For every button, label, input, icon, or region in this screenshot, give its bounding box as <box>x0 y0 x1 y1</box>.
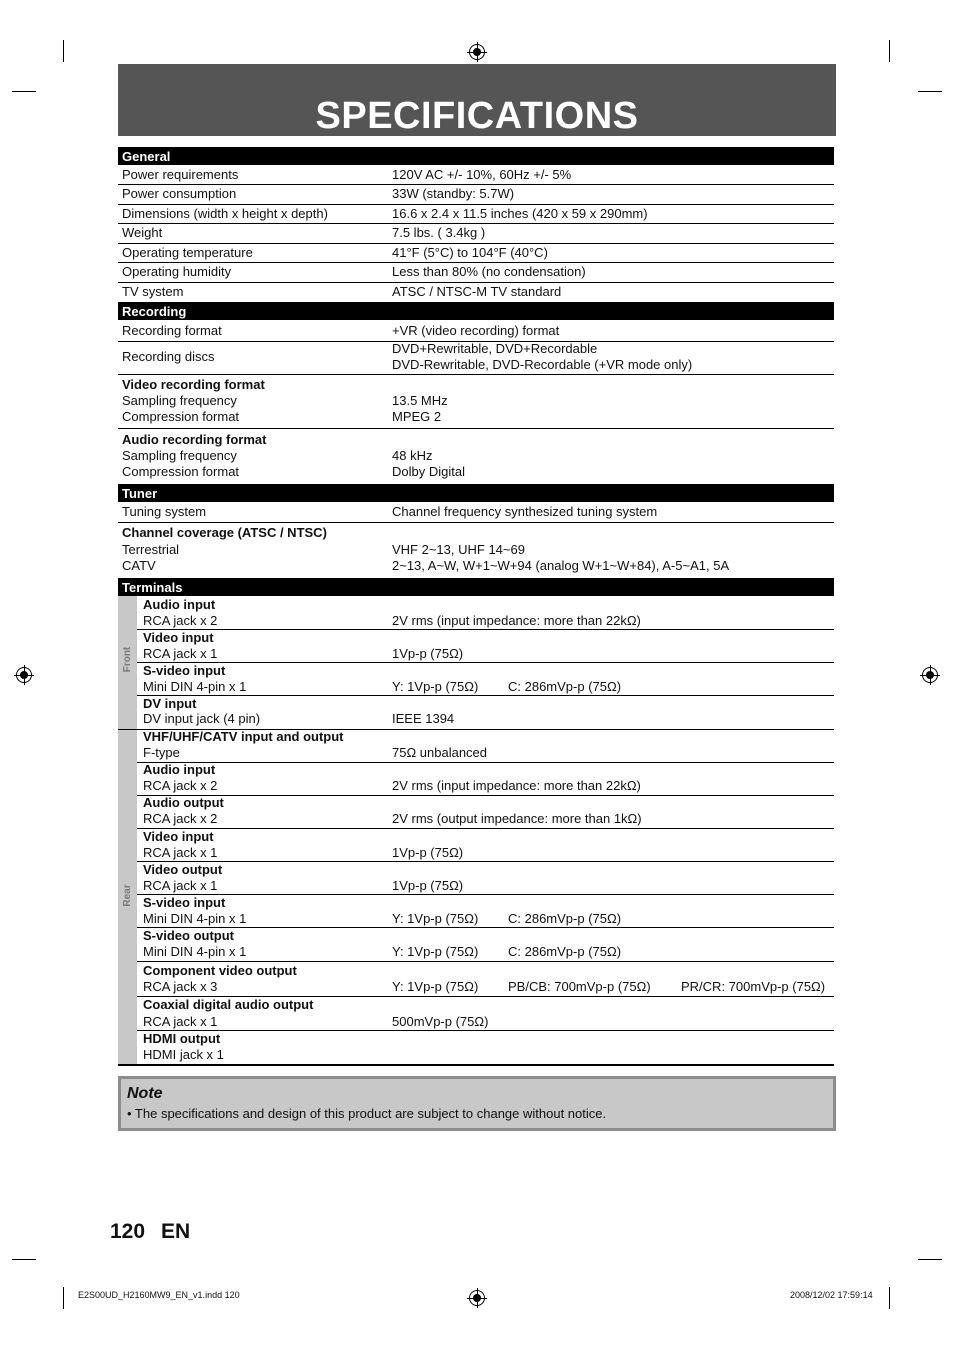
registration-mark-icon <box>469 1290 485 1306</box>
terminal-value: PB/CB: 700mVp-p (75Ω) <box>508 979 651 994</box>
row-divider <box>137 894 834 895</box>
terminal-name: S-video output <box>143 928 234 943</box>
spec-value: +VR (video recording) format <box>392 323 560 338</box>
spec-label: Power requirements <box>122 167 239 182</box>
spec-subheading: Channel coverage (ATSC / NTSC) <box>122 525 327 540</box>
crop-mark <box>63 40 64 62</box>
terminal-value: C: 286mVp-p (75Ω) <box>508 679 622 694</box>
spec-value: VHF 2~13, UHF 14~69 <box>392 542 525 557</box>
terminal-name: Audio input <box>143 762 216 777</box>
terminal-value: Y: 1Vp-p (75Ω) <box>392 944 479 959</box>
language-code: EN <box>161 1220 191 1243</box>
spec-value: 41°F (5°C) to 104°F (40°C) <box>392 245 548 260</box>
note-heading: Note <box>127 1085 163 1102</box>
row-divider <box>118 223 834 224</box>
rear-label: Rear <box>122 884 133 907</box>
spec-subheading: Video recording format <box>122 377 265 392</box>
spec-label: Sampling frequency <box>122 393 237 408</box>
terminal-jack: RCA jack x 1 <box>143 1014 218 1029</box>
terminal-jack: RCA jack x 2 <box>143 778 218 793</box>
terminal-name: HDMI output <box>143 1031 221 1046</box>
terminal-name: Audio input <box>143 597 216 612</box>
note-box <box>118 1076 836 1131</box>
row-divider <box>137 795 834 796</box>
terminal-jack: F-type <box>143 745 180 760</box>
terminal-jack: RCA jack x 2 <box>143 613 218 628</box>
registration-mark-icon <box>922 667 938 683</box>
row-divider <box>118 374 834 375</box>
row-divider <box>118 428 834 429</box>
rear-sidebar <box>118 730 137 1064</box>
spec-label: Dimensions (width x height x depth) <box>122 206 328 221</box>
terminal-value: Y: 1Vp-p (75Ω) <box>392 679 479 694</box>
terminal-value: 500mVp-p (75Ω) <box>392 1014 489 1029</box>
spec-label: Operating humidity <box>122 264 232 279</box>
row-divider <box>137 629 834 630</box>
crop-mark <box>889 40 890 62</box>
spec-value: DVD+Rewritable, DVD+Recordable <box>392 341 598 356</box>
spec-value: Less than 80% (no condensation) <box>392 264 586 279</box>
terminal-name: DV input <box>143 696 197 711</box>
crop-mark <box>63 1287 64 1309</box>
terminal-jack: RCA jack x 1 <box>143 845 218 860</box>
row-divider <box>118 243 834 244</box>
row-divider <box>137 961 834 962</box>
terminal-value: IEEE 1394 <box>392 711 455 726</box>
spec-label: Tuning system <box>122 504 207 519</box>
row-divider <box>118 262 834 263</box>
row-divider <box>118 184 834 185</box>
terminal-name: Audio output <box>143 795 224 810</box>
table-bottom-border <box>118 1064 834 1066</box>
row-divider <box>118 204 834 205</box>
terminal-value: 2V rms (output impedance: more than 1kΩ) <box>392 811 642 826</box>
front-label: Front <box>122 646 133 673</box>
terminal-jack: RCA jack x 2 <box>143 811 218 826</box>
spec-label: Recording discs <box>122 349 215 364</box>
spec-value: 33W (standby: 5.7W) <box>392 186 515 201</box>
row-divider <box>118 282 834 283</box>
terminal-value: Y: 1Vp-p (75Ω) <box>392 979 479 994</box>
terminal-jack: RCA jack x 1 <box>143 878 218 893</box>
section-header-general: General <box>118 147 834 165</box>
note-text: • The specifications and design of this product are subject to change without notice. <box>127 1106 607 1121</box>
spec-label: CATV <box>122 558 156 573</box>
spec-value: MPEG 2 <box>392 409 442 424</box>
section-header-recording: Recording <box>118 302 834 320</box>
spec-subheading: Audio recording format <box>122 432 267 447</box>
terminal-jack: RCA jack x 3 <box>143 979 218 994</box>
registration-mark-icon <box>16 667 32 683</box>
terminal-value: C: 286mVp-p (75Ω) <box>508 944 622 959</box>
footer-timestamp: 2008/12/02 17:59:14 <box>790 1290 873 1300</box>
terminal-jack: DV input jack (4 pin) <box>143 711 261 726</box>
spec-label: TV system <box>122 284 184 299</box>
title-banner <box>118 64 836 136</box>
front-sidebar <box>118 596 137 729</box>
terminal-name: Video input <box>143 630 214 645</box>
terminal-name: VHF/UHF/CATV input and output <box>143 729 344 744</box>
crop-mark <box>12 91 36 92</box>
section-header-terminals: Terminals <box>118 578 834 596</box>
page-number: 120 EN <box>110 1220 191 1243</box>
row-divider <box>137 1030 834 1031</box>
terminal-name: S-video input <box>143 663 226 678</box>
terminal-value: C: 286mVp-p (75Ω) <box>508 911 622 926</box>
row-divider <box>137 828 834 829</box>
terminal-jack: Mini DIN 4-pin x 1 <box>143 944 247 959</box>
crop-mark <box>918 91 942 92</box>
terminal-value: 1Vp-p (75Ω) <box>392 845 464 860</box>
terminal-value: 75Ω unbalanced <box>392 745 488 760</box>
terminal-value: 2V rms (input impedance: more than 22kΩ) <box>392 613 641 628</box>
row-divider <box>137 662 834 663</box>
spec-label: Terrestrial <box>122 542 180 557</box>
spec-value: 2~13, A~W, W+1~W+94 (analog W+1~W+84), A-5~A1, 5A <box>392 558 730 573</box>
page-title: SPECIFICATIONS <box>315 95 639 137</box>
terminal-name: S-video input <box>143 895 226 910</box>
spec-value: ATSC / NTSC-M TV standard <box>392 284 562 299</box>
spec-label: Sampling frequency <box>122 448 237 463</box>
terminal-value: 2V rms (input impedance: more than 22kΩ) <box>392 778 641 793</box>
terminal-value: Y: 1Vp-p (75Ω) <box>392 911 479 926</box>
spec-value: Channel frequency synthesized tuning system <box>392 504 658 519</box>
crop-mark <box>918 1259 942 1260</box>
spec-label: Compression format <box>122 409 240 424</box>
spec-label: Weight <box>122 225 163 240</box>
row-divider <box>137 927 834 928</box>
spec-value: 48 kHz <box>392 448 433 463</box>
section-header-tuner: Tuner <box>118 484 834 502</box>
spec-value: 16.6 x 2.4 x 11.5 inches (420 x 59 x 290mm) <box>392 206 648 221</box>
terminal-jack: Mini DIN 4-pin x 1 <box>143 911 247 926</box>
terminal-name: Coaxial digital audio output <box>143 997 314 1012</box>
row-divider <box>137 762 834 763</box>
row-divider <box>118 522 834 523</box>
terminal-name: Component video output <box>143 963 297 978</box>
spec-label: Compression format <box>122 464 240 479</box>
footer-file-name: E2S00UD_H2160MW9_EN_v1.indd 120 <box>78 1290 240 1300</box>
spec-value: 120V AC +/- 10%, 60Hz +/- 5% <box>392 167 572 182</box>
terminal-jack: RCA jack x 1 <box>143 646 218 661</box>
spec-value: 7.5 lbs. ( 3.4kg ) <box>392 225 486 240</box>
terminal-value: 1Vp-p (75Ω) <box>392 646 464 661</box>
spec-value: Dolby Digital <box>392 464 465 479</box>
registration-mark-icon <box>469 44 485 60</box>
terminal-name: Video input <box>143 829 214 844</box>
terminal-value: PR/CR: 700mVp-p (75Ω) <box>681 979 826 994</box>
row-divider <box>137 695 834 696</box>
terminal-name: Video output <box>143 862 223 877</box>
terminal-jack: HDMI jack x 1 <box>143 1047 224 1062</box>
spec-value: DVD-Rewritable, DVD-Recordable (+VR mode only) <box>392 357 693 372</box>
spec-label: Recording format <box>122 323 222 338</box>
row-divider <box>137 861 834 862</box>
spec-value: 13.5 MHz <box>392 393 448 408</box>
terminal-value: 1Vp-p (75Ω) <box>392 878 464 893</box>
crop-mark <box>12 1259 36 1260</box>
spec-label: Power consumption <box>122 186 237 201</box>
terminal-jack: Mini DIN 4-pin x 1 <box>143 679 247 694</box>
crop-mark <box>889 1287 890 1309</box>
spec-label: Operating temperature <box>122 245 253 260</box>
